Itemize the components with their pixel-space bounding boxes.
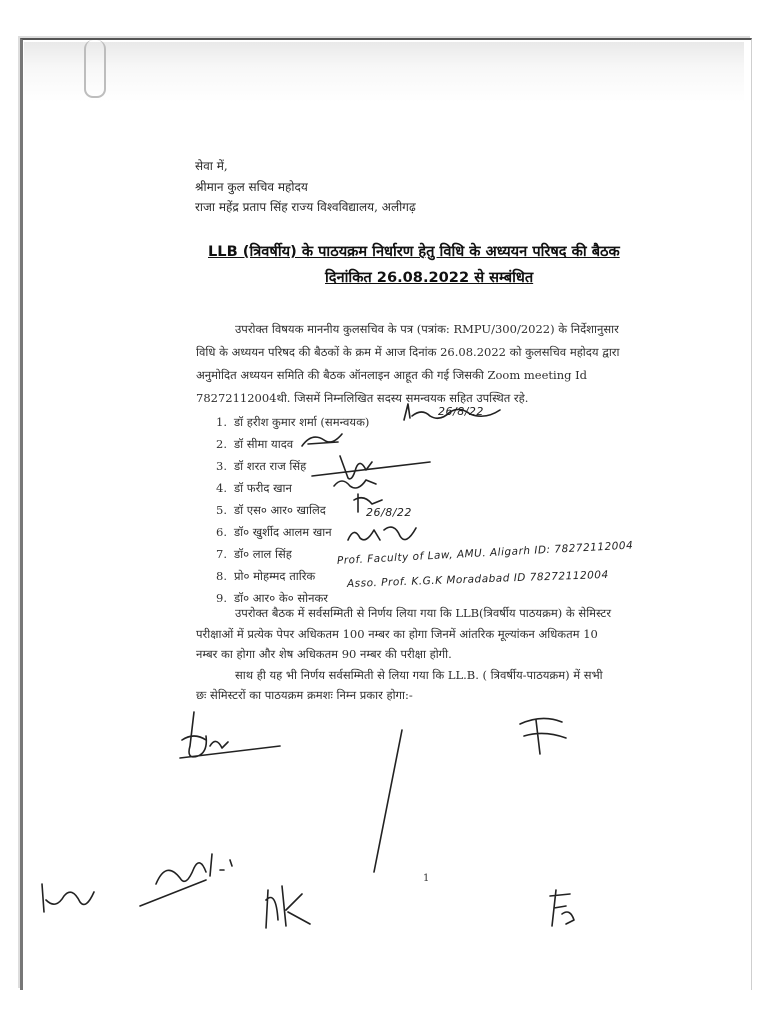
page-number: 1 — [423, 873, 430, 884]
address-line-3: राजा महेंद्र प्रताप सिंह राज्य विश्वविद्यालय, अलीगढ़ — [195, 200, 416, 214]
paragraph-1-line-3: अनुमोदित अध्ययन समिति की बैठक ऑनलाइन आहूत की गई जिसकी Zoom meeting Id — [196, 368, 588, 382]
paragraph-3-line-1: साथ ही यह भी निर्णय सर्वसम्मिती से लिया गया कि LL.B. ( त्रिवर्षीय-पाठयक्रम) में सभी — [235, 668, 603, 682]
handwritten-note-member-9: Asso. Prof. K.G.K Moradabad ID 78272112004 — [346, 568, 609, 590]
handwritten-note-member-8: Prof. Faculty of Law, AMU. Aligarh ID: 78272112004 — [336, 539, 634, 567]
signature-7 — [176, 706, 286, 766]
address-line-1: सेवा में, — [195, 159, 228, 173]
paragraph-1-line-4: 78272112004थी. जिसमें निम्नलिखित सदस्य समन्वयक सहित उपस्थित रहे. — [196, 391, 529, 405]
subject-line-2: दिनांकित 26.08.2022 से सम्बंधित — [325, 269, 534, 286]
signature-10 — [36, 880, 100, 918]
paragraph-2-line-2: परीक्षाओं में प्रत्येक पेपर अधिकतम 100 नम्बर का होगा जिनमें आंतरिक मूल्यांकन अधिकतम 10 — [196, 627, 598, 641]
list-item: 6. डॉ० खुर्शीद आलम खान — [216, 524, 332, 539]
signature-9 — [136, 840, 246, 910]
list-item: 7. डॉ० लाल सिंह — [216, 546, 292, 561]
list-item: 2. डॉ सीमा यादव — [216, 436, 294, 451]
paragraph-3-line-2: छः सेमिस्टरों का पाठयक्रम क्रमशः निम्न प्रकार होगा:- — [196, 688, 413, 702]
subject-line-1: LLB (त्रिवर्षीय) के पाठयक्रम निर्धारण हेतु विधि के अध्ययन परिषद की बैठक — [208, 243, 620, 260]
list-item: 9. डॉ० आर० के० सोनकर — [216, 590, 328, 605]
signature-5 — [350, 490, 390, 516]
list-item: 5. डॉ एस० आर० खालिद — [216, 502, 326, 517]
handwritten-date-1: 26/8/22 — [438, 405, 484, 418]
list-item: 3. डॉ शरत राज सिंह — [216, 458, 307, 473]
list-item: 1. डॉ हरीश कुमार शर्मा (समन्वयक) — [216, 414, 370, 429]
paragraph-2-line-3: नम्बर का होगा और शेष अधिकतम 90 नम्बर की परीक्षा होगी. — [196, 647, 452, 661]
signature-6 — [344, 520, 424, 550]
list-item: 4. डॉ फरीद खान — [216, 480, 292, 495]
signature-8 — [514, 712, 574, 758]
paragraph-2-line-1: उपरोक्त बैठक में सर्वसम्मिती से निर्णय लिया गया कि LLB(त्रिवर्षीय पाठयक्रम) के सेमिस्टर — [235, 606, 612, 620]
pen-stroke-line — [368, 726, 408, 876]
paragraph-1-line-1: उपरोक्त विषयक माननीय कुलसचिव के पत्र (पत्रांक: RMPU/300/2022) के निर्देशानुसार — [235, 322, 619, 336]
signature-1 — [400, 398, 510, 428]
signature-12 — [546, 886, 582, 932]
address-line-2: श्रीमान कुल सचिव महोदय — [195, 180, 308, 194]
list-item: 8. प्रो० मोहम्मद तारिक — [216, 568, 316, 583]
paper-fold-shadow — [24, 42, 744, 102]
paragraph-1-line-2: विधि के अध्ययन परिषद की बैठकों के क्रम में आज दिनांक 26.08.2022 को कुलसचिव महोदय द्वारा — [196, 345, 620, 359]
signature-11 — [258, 880, 318, 932]
binding-string — [84, 40, 106, 98]
handwritten-date-2: 26/8/22 — [366, 506, 412, 519]
